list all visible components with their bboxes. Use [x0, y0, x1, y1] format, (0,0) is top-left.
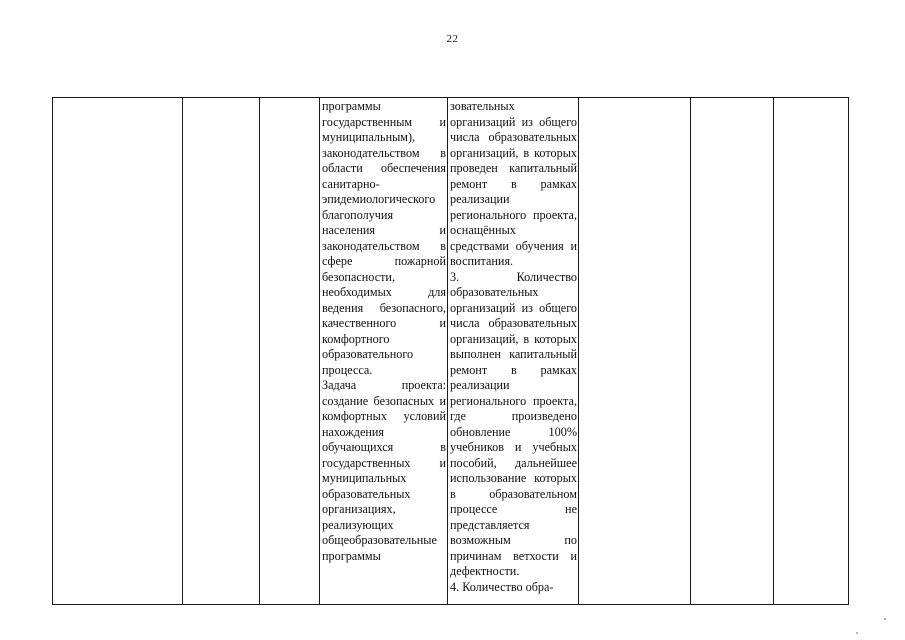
table-cell-col7 [691, 98, 774, 605]
cell-text [579, 98, 690, 99]
cell-text [691, 98, 773, 99]
scan-artifact-dot [884, 618, 886, 620]
program-table [52, 97, 849, 605]
cell-text [53, 98, 182, 99]
table-cell-col2 [183, 98, 260, 605]
table-row [53, 98, 849, 605]
scan-artifact-dot [856, 632, 858, 634]
indicators-text: зовательных организаций из общего числа образовательных организаций, в которых проведен капитальный ремонт в рамках реализации регионального проекта, оснащённых средствами обучения и воспитания. 3. Количество образовательных организаций из общего числа образовательных организаций, в которых выполнен капитальный ремонт в рамках реализации регионального проекта, где произведено обновление 100% учебников и учебных пособий, дальнейшее использование которых в образовательном процессе не представляется возможным по причинам ветхости и дефектности. 4. Количество обра- [450, 99, 577, 594]
table-cell-col6 [579, 98, 691, 605]
table-cell-col1 [53, 98, 183, 605]
cell-text [774, 98, 848, 99]
cell-text [183, 98, 259, 99]
table-cell-col8 [774, 98, 849, 605]
goal-task-text: программы государственным и муниципальным), законодательством в области обеспечения санитарно-эпидемиологического благополучия населения и законодательством в сфере пожарной безопасности, необходимых для ведения безопасного, качественного и комфортного образовательного процесса. Задача проекта: создание безопасных и комфортных условий нахождения обучающихся в государственных и муниципальных образовательных организациях, реализующих общеобразовательные программы [322, 99, 446, 563]
cell-text [260, 98, 319, 99]
table-cell-col3 [260, 98, 320, 605]
table-cell-indicators [448, 98, 579, 605]
table-cell-goal-and-task [320, 98, 448, 605]
page-number: 22 [446, 33, 459, 45]
